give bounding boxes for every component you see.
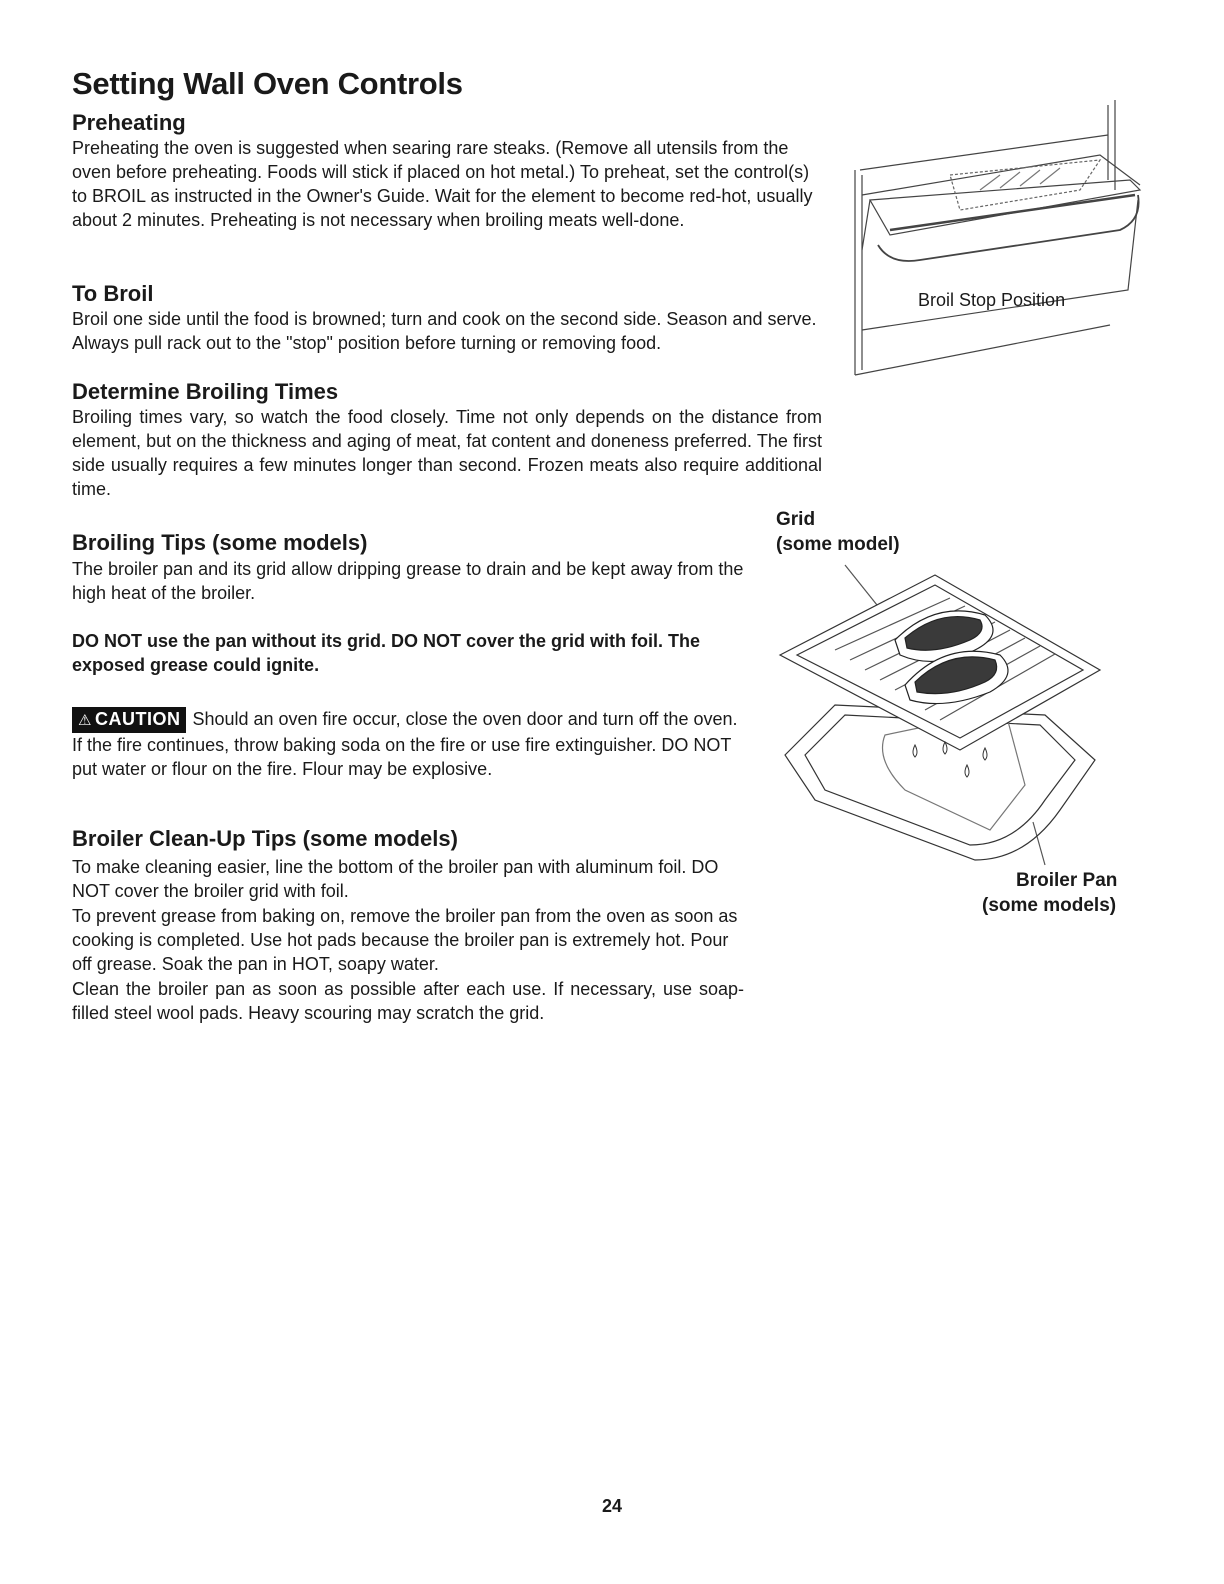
oven-figure-caption: Broil Stop Position — [918, 290, 1066, 310]
preheating-text: Preheating the oven is suggested when searing rare steaks. (Remove all utensils from the oven before preheating. Foods will stick if placed on hot metal.) To preheat, set the control(s) to BROIL as instructed in the Owner's Guide. Wait for the element to become red-hot, usually about 2 minutes. Preheating is not necessary when broiling meats well-done. — [72, 138, 813, 230]
grid-label-line1: Grid — [776, 509, 816, 530]
grease-drips — [913, 742, 987, 777]
page-title: Setting Wall Oven Controls — [72, 66, 463, 101]
heading-broiling-tips: Broiling Tips (some models) — [72, 530, 368, 555]
warning-triangle-icon: ⚠ — [78, 712, 92, 729]
oven-broil-stop-figure — [850, 100, 1160, 390]
pan-leader-line — [1033, 822, 1045, 865]
caution-label: CAUTION — [94, 709, 181, 729]
page-number: 24 — [601, 1496, 623, 1516]
broiling-tips-text: The broiler pan and its grid allow dripping grease to drain and be kept away from the high heat of the broiler. — [72, 559, 744, 603]
oven-line-art — [855, 100, 1140, 375]
grid-label-line2: (some model) — [776, 534, 900, 555]
heading-determine-times: Determine Broiling Times — [72, 379, 339, 404]
cleanup-para-2: To prevent grease from baking on, remove the broiler pan from the oven as soon as cooking is completed. Use hot pads because the broiler pan is extremely hot. Pour off grease. Soak the pan in HOT, soapy water. — [72, 906, 738, 974]
pan-label-line1: Broiler Pan — [1016, 870, 1118, 891]
grid-warning: DO NOT use the pan without its grid. DO NOT cover the grid with foil. The exposed grease could ignite. — [72, 631, 701, 675]
cleanup-para-1: To make cleaning easier, line the bottom of the broiler pan with aluminum foil. DO NOT cover the broiler grid with foil. — [72, 857, 719, 901]
heading-to-broil: To Broil — [72, 281, 154, 306]
to-broil-text: Broil one side until the food is browned; turn and cook on the second side. Season and serve. Always pull rack out to the "stop" position before turning or removing food. — [72, 309, 817, 353]
heading-cleanup: Broiler Clean-Up Tips (some models) — [72, 826, 458, 851]
caution-badge — [72, 707, 186, 733]
caution-text: Should an oven fire occur, close the oven door and turn off the oven. If the fire continues, throw baking soda on the fire or use fire extinguisher. DO NOT put water or flour on the fire. Flour may be explosive. — [72, 709, 738, 779]
cleanup-para-3: Clean the broiler pan as soon as possible after each use. If necessary, use soap-filled steel wool pads. Heavy scouring may scratch the grid. — [72, 979, 744, 1023]
heading-preheating: Preheating — [72, 110, 186, 135]
pan-label-line2: (some models) — [982, 895, 1117, 916]
broiler-pan-figure — [775, 560, 1115, 880]
caution-paragraph — [72, 707, 748, 781]
determine-times-text: Broiling times vary, so watch the food closely. Time not only depends on the distance from element, but on the thickness and aging of meat, fat content and doneness preferred. The first side usually requires a few minutes longer than second. Frozen meats also require additional time. — [72, 407, 822, 499]
